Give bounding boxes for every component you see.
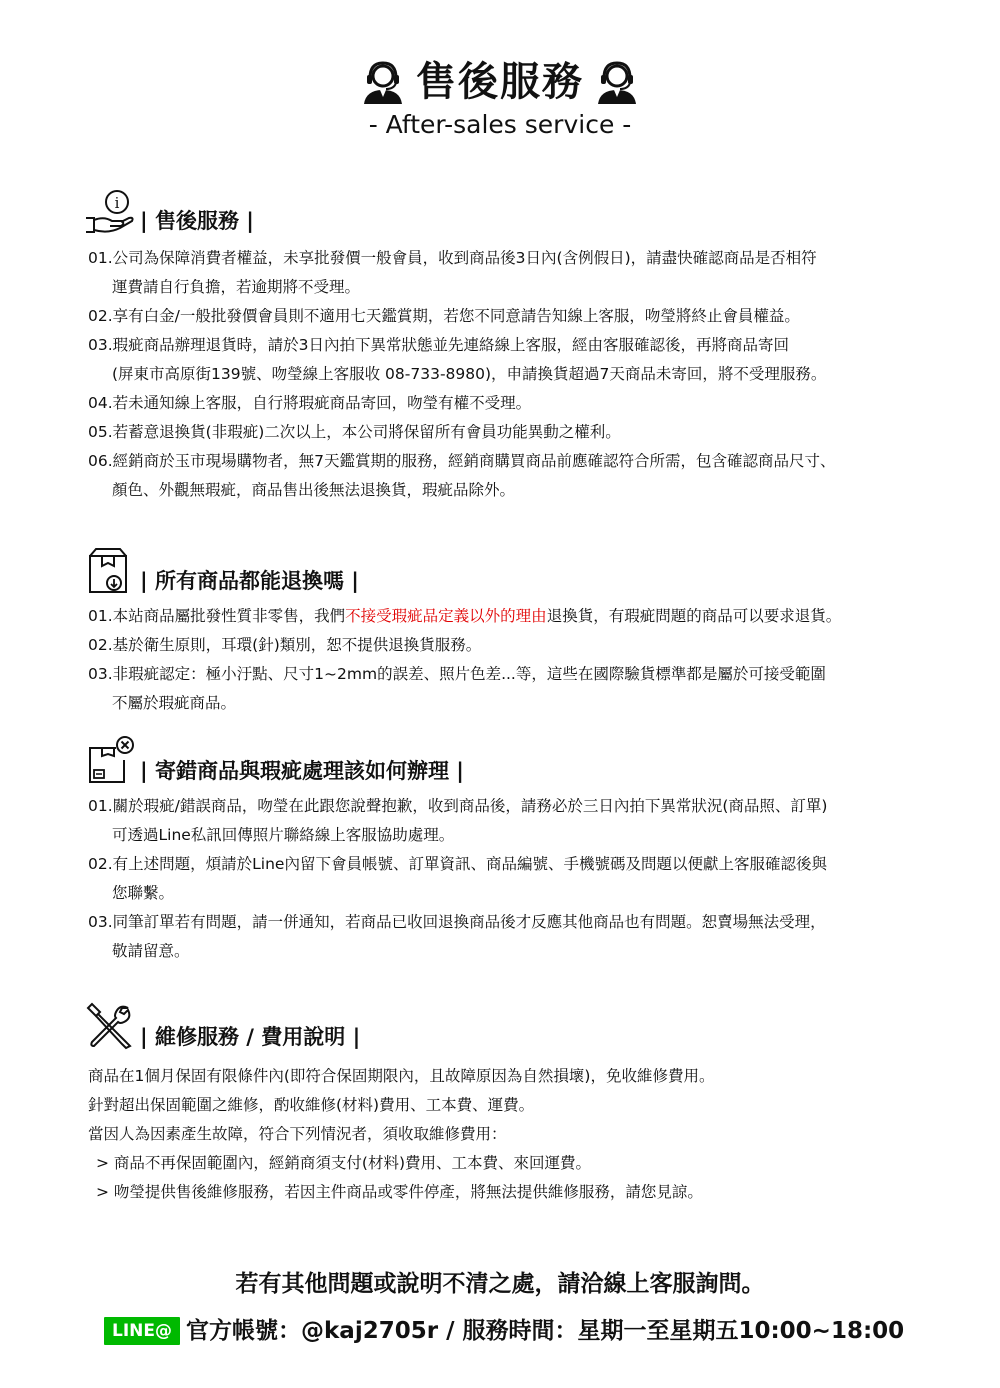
section-title: | 所有商品都能退換嗎 | xyxy=(140,569,359,593)
list-item: 01.本站商品屬批發性質非零售，我們不接受瑕疵品定義以外的理由退換貨，有瑕疵問題的商品可以要求退貨。 xyxy=(88,607,842,625)
section-repair xyxy=(88,1000,968,1207)
section-header xyxy=(88,184,968,236)
return-box-icon xyxy=(84,544,136,596)
info-hand-icon xyxy=(84,184,136,236)
list-item: 01.關於瑕疵/錯誤商品，吻瑩在此跟您說聲抱歉，收到商品後，請務必於三日內拍下異常狀況(商品照、訂單) xyxy=(88,797,828,815)
bullet-item: > 商品不再保固範圍內，經銷商須支付(材料)費用、工本費、來回運費。 xyxy=(96,1154,592,1172)
official-account-hours: 官方帳號：@kaj2705r / 服務時間：星期一至星期五10:00~18:00 xyxy=(186,1318,905,1344)
section-title: | 售後服務 | xyxy=(140,209,254,233)
list-item-continuation: 不屬於瑕疵商品。 xyxy=(112,694,237,712)
section-body xyxy=(88,1062,968,1207)
list-item: 06.經銷商於玉市現場購物者，無7天鑑賞期的服務，經銷商購買商品前應確認符合所需，包含確認商品尺寸、 xyxy=(88,452,836,470)
contact-info xyxy=(104,1313,904,1349)
section-header xyxy=(88,544,968,596)
bullet-item: > 吻瑩提供售後維修服務，若因主件商品或零件停產，將無法提供維修服務，請您見諒。 xyxy=(96,1183,703,1201)
page-header xyxy=(0,56,1000,142)
section-after-sales xyxy=(88,184,968,505)
page-title: 售後服務 xyxy=(416,59,584,105)
section-wrong-items xyxy=(88,734,968,966)
svg-text:i: i xyxy=(114,194,120,212)
list-item: 04.若未通知線上客服，自行將瑕疵商品寄回，吻瑩有權不受理。 xyxy=(88,394,532,412)
title-row xyxy=(0,56,1000,108)
list-item-continuation: 顏色、外觀無瑕疵，商品售出後無法退換貨，瑕疵品除外。 xyxy=(112,481,516,499)
list-item: 03.同筆訂單若有問題，請一併通知，若商品已收回退換商品後才反應其他商品也有問題。恕賣場無法受理， xyxy=(88,913,826,931)
list-item: 03.瑕疵商品辦理退貨時，請於3日內拍下異常狀態並先連絡線上客服，經由客服確認後，再將商品寄回 xyxy=(88,336,790,354)
wrong-package-icon xyxy=(84,734,136,786)
list-item: 01.公司為保障消費者權益，未享批發價一般會員，收到商品後3日內(含例假日)，請盡快確認商品是否相符 xyxy=(88,249,817,267)
list-item: 02.有上述問題，煩請於Line內留下會員帳號、訂單資訊、商品編號、手機號碼及問題以便獻上客服確認後與 xyxy=(88,855,827,873)
contact-note: 若有其他問題或說明不清之處，請洽線上客服詢問。 xyxy=(235,1271,765,1297)
list-item: 05.若蓄意退換貨(非瑕疵)二次以上，本公司將保留所有會員功能異動之權利。 xyxy=(88,423,621,441)
section-body xyxy=(88,792,968,966)
list-item-continuation: 運費請自行負擔，若逾期將不受理。 xyxy=(112,278,361,296)
list-item-continuation: 您聯繫。 xyxy=(112,884,175,902)
line-badge[interactable]: LINE@ xyxy=(104,1317,180,1345)
list-item-continuation: (屏東市高原街139號、吻瑩線上客服收 08-733-8980)，申請換貨超過7天商品未寄回，將不受理服務。 xyxy=(112,365,827,383)
paragraph: 針對超出保固範圍之維修，酌收維修(材料)費用、工本費、運費。 xyxy=(88,1096,535,1114)
highlight-text: 不接受瑕疵品定義以外的理由 xyxy=(345,607,547,625)
list-item-continuation: 敬請留意。 xyxy=(112,942,190,960)
section-returns xyxy=(88,544,968,718)
list-item: 02.基於衛生原則，耳環(針)類別，恕不提供退換貨服務。 xyxy=(88,636,482,654)
section-body xyxy=(88,602,968,718)
list-item: 03.非瑕疵認定：極小汙點、尺寸1~2mm的誤差、照片色差...等，這些在國際驗貨標準都是屬於可接受範圍 xyxy=(88,665,826,683)
paragraph: 當因人為因素產生故障，符合下列情況者，須收取維修費用： xyxy=(88,1125,507,1143)
page-subtitle: - After-sales service - xyxy=(368,110,632,139)
customer-service-icon xyxy=(360,59,406,105)
customer-service-icon xyxy=(594,59,640,105)
repair-tools-icon xyxy=(84,1000,136,1052)
list-item-continuation: 可透過Line私訊回傳照片聯絡線上客服協助處理。 xyxy=(112,826,455,844)
section-header xyxy=(88,734,968,786)
section-header xyxy=(88,1000,968,1052)
section-title: | 寄錯商品與瑕疵處理該如何辦理 | xyxy=(140,759,464,783)
paragraph: 商品在1個月保固有限條件內(即符合保固期限內，且故障原因為自然損壞)，免收維修費用。 xyxy=(88,1067,715,1085)
section-body xyxy=(88,244,968,505)
list-item: 02.享有白金/一般批發價會員則不適用七天鑑賞期，若您不同意請告知線上客服，吻瑩將終止會員權益。 xyxy=(88,307,800,325)
section-title: | 維修服務 / 費用說明 | xyxy=(140,1025,361,1049)
